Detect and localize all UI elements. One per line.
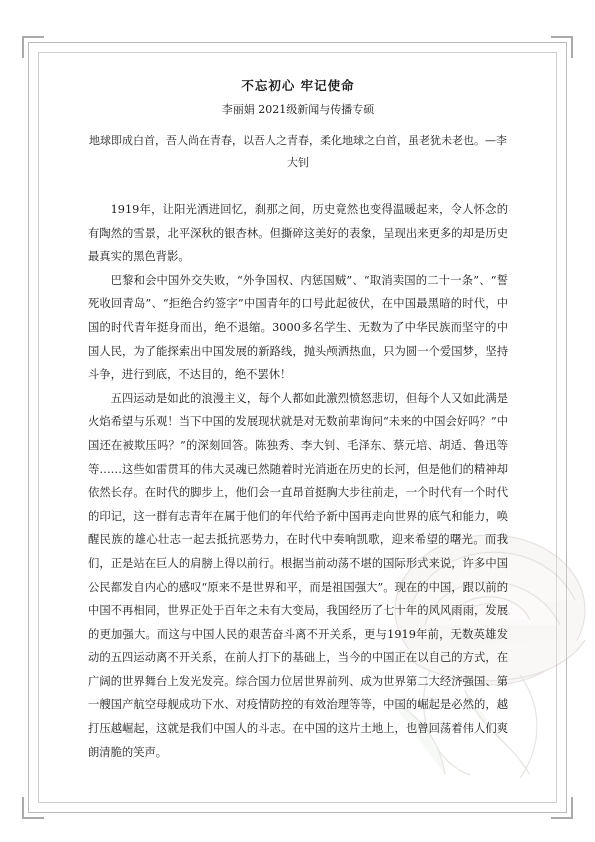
essay-body xyxy=(88,198,508,764)
epigraph-quote: 地球即成白首，吾人尚在青春，以吾人之青春，柔化地球之白首，虽老犹未老也。—李大钊 xyxy=(89,134,507,169)
paragraph: 五四运动是如此的浪漫主义，每个人都如此激烈愤怒悲切，但每个人又如此满是火焰希望与乐观！当下中国的发展现状就是对无数前辈询问“未来的中国会好吗？”中国还在被欺压吗？”的深刻回答。陈独秀、李大钊、毛泽东、蔡元培、胡适、鲁迅等等……这些如雷贯耳的伟大灵魂已然随着时光消逝在历史的长河，但是他们的精神却依然长存。在时代的脚步上，他们会一直昂首挺胸大步往前走，一个时代有一个时代的印记，这一群有志青年在属于他们的年代给予新中国再走向世界的底气和能力，唤醒民族的雄心壮志一起去抵抗恶势力，在时代中奏响凯歌，迎来希望的曙光。而我们，正是站在巨人的肩膀上得以前行。根据当前动荡不堪的国际形式来说，许多中国公民都发自内心的感叹“原来不是世界和平，而是祖国强大”。现在的中国，跟以前的中国不再相同，世界正处于百年之未有大变局，我国经历了七十年的风风雨雨，发展的更加强大。而这与中国人民的艰苦奋斗离不开关系，更与1919年前，无数英雄发动的五四运动离不开关系，在前人打下的基础上，当今的中国正在以自己的方式，在广阔的世界舞台上发光发亮。综合国力位居世界前列、成为世界第二大经济强国、第一艘国产航空母舰成功下水、对疫情防控的有效治理等等，中国的崛起是必然的，越打压越崛起，这就是我们中国人的斗志。在中国的这片土地上，也曾回荡着伟人们爽朗清脆的笑声。 xyxy=(88,391,508,759)
document-title: 不忘初心 牢记使命 xyxy=(241,78,355,93)
border-corner-ornament xyxy=(22,36,44,58)
paragraph: 1919年，让阳光洒进回忆，刹那之间，历史竟然也变得温暖起来，令人怀念的有陶然的雪景，北平深秋的银杏林。但撕碎这美好的表象，呈现出来更多的却是历史最真实的黑色背影。 xyxy=(88,203,508,264)
author-byline: 李丽娟 2021级新闻与传播专硕 xyxy=(221,103,375,116)
paragraph: 巴黎和会中国外交失败，“外争国权、内惩国贼”、“取消卖国的二十一条”、“誓死收回青岛”、“拒绝合约签字”中国青年的口号此起彼伏，在中国最黑暗的时代，中国的时代青年挺身而出，绝不退缩。3000多名学生、无数为了中华民族而坚守的中国人民，为了能探索出中国发展的新路线，抛头颅洒热血，只为圆一个爱国梦，坚持斗争，进行到底，不达目的，绝不罢休！ xyxy=(88,273,508,382)
border-corner-ornament xyxy=(551,797,573,819)
border-corner-ornament xyxy=(551,36,573,58)
document-content xyxy=(88,76,508,764)
border-corner-ornament xyxy=(22,797,44,819)
